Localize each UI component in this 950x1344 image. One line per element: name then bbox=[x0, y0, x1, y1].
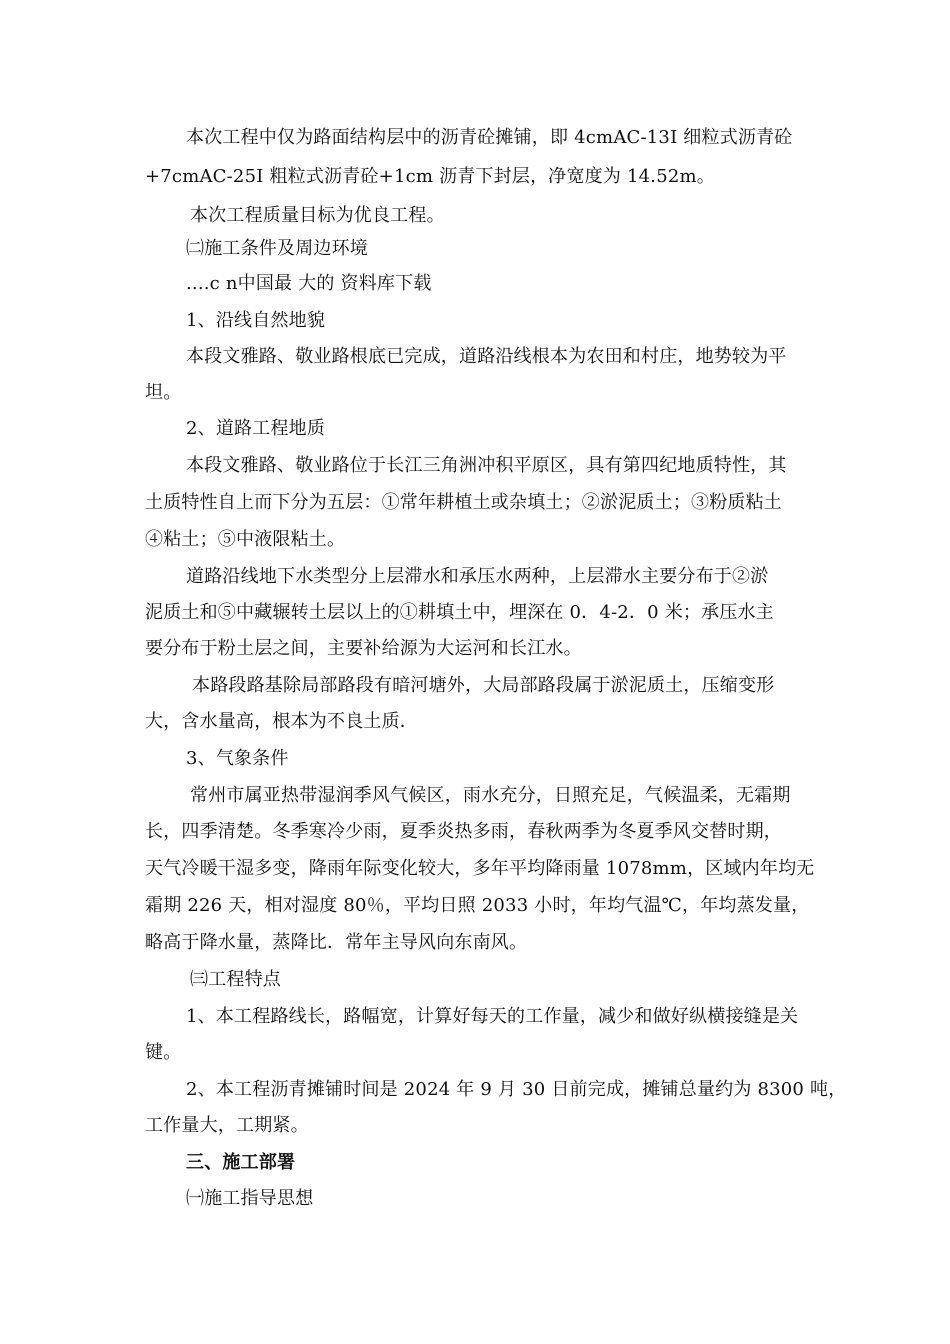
paragraph-line: 长，四季清楚。冬季寒冷少雨，夏季炎热多雨，春秋两季为冬夏季风交替时期， bbox=[145, 821, 782, 842]
paragraph-line: 土质特性自上而下分为五层：①常年耕植土或杂填土；②淤泥质土；③粉质粘土 bbox=[145, 492, 782, 513]
section-heading: ㈠施工指导思想 bbox=[186, 1188, 314, 1209]
section-heading: ㈢工程特点 bbox=[190, 969, 281, 990]
paragraph-line: 常州市属亚热带湿润季风气候区，雨水充分，日照充足，气候温柔，无霜期 bbox=[190, 785, 791, 806]
paragraph-line: 本次工程中仅为路面结构层中的沥青砼摊铺，即 4cmAC-13I 细粒式沥青砼 bbox=[186, 127, 793, 148]
subsection-heading: 2、道路工程地质 bbox=[186, 418, 326, 439]
subsection-heading: 1、沿线自然地貌 bbox=[186, 310, 326, 331]
paragraph-line: 略高于降水量，蒸降比．常年主导风向东南风。 bbox=[145, 932, 528, 953]
paragraph-line: 要分布于粉土层之间，主要补给源为大运河和长江水。 bbox=[145, 638, 582, 659]
paragraph-line: 坦。 bbox=[145, 382, 182, 403]
paragraph-line: ④粘土；⑤中液限粘土。 bbox=[145, 529, 346, 550]
paragraph-line: 本次工程质量目标为优良工程。 bbox=[190, 205, 445, 226]
paragraph-line: 天气冷暖干湿多变，降雨年际变化较大，多年平均降雨量 1078mm，区域内年均无 bbox=[145, 858, 815, 879]
paragraph-line: 本段文雅路、敬业路位于长江三角洲冲积平原区，具有第四纪地质特性，其 bbox=[186, 455, 787, 476]
paragraph-line: 本路段路基除局部路段有暗河塘外，大局部路段属于淤泥质土，压缩变形 bbox=[192, 675, 775, 696]
paragraph-line: 本段文雅路、敬业路根底已完成，道路沿线根本为农田和村庄，地势较为平 bbox=[186, 346, 787, 367]
paragraph-line: 2、本工程沥青摊铺时间是 2024 年 9 月 30 日前完成，摊铺总量约为 8300 吨， bbox=[186, 1079, 847, 1100]
paragraph-line: 霜期 226 天，相对湿度 80％，平均日照 2033 小时，年均气温℃，年均蒸发量， bbox=[145, 895, 810, 916]
chapter-heading: 三、施工部署 bbox=[186, 1152, 296, 1173]
paragraph-line: 工作量大，工期紧。 bbox=[145, 1115, 309, 1136]
paragraph-line: +7cmAC-25I 粗粒式沥青砼+1cm 沥青下封层，净宽度为 14.52m。 bbox=[145, 166, 715, 187]
watermark-line: ....c n中国最 大的 资料库下载 bbox=[186, 273, 432, 294]
paragraph-line: 道路沿线地下水类型分上层滞水和承压水两种，上层滞水主要分布于②淤 bbox=[186, 566, 769, 587]
paragraph-line: 大，含水量高，根本为不良土质． bbox=[145, 711, 418, 732]
paragraph-line: 1、本工程路线长，路幅宽，计算好每天的工作量，减少和做好纵横接缝是关 bbox=[186, 1006, 799, 1027]
paragraph-line: 键。 bbox=[145, 1042, 182, 1063]
subsection-heading: 3、气象条件 bbox=[186, 748, 289, 769]
section-heading: ㈡施工条件及周边环境 bbox=[186, 238, 368, 259]
paragraph-line: 泥质土和⑤中藏辗转土层以上的①耕填土中，埋深在 0．4-2．0 米；承压水主 bbox=[145, 602, 774, 623]
